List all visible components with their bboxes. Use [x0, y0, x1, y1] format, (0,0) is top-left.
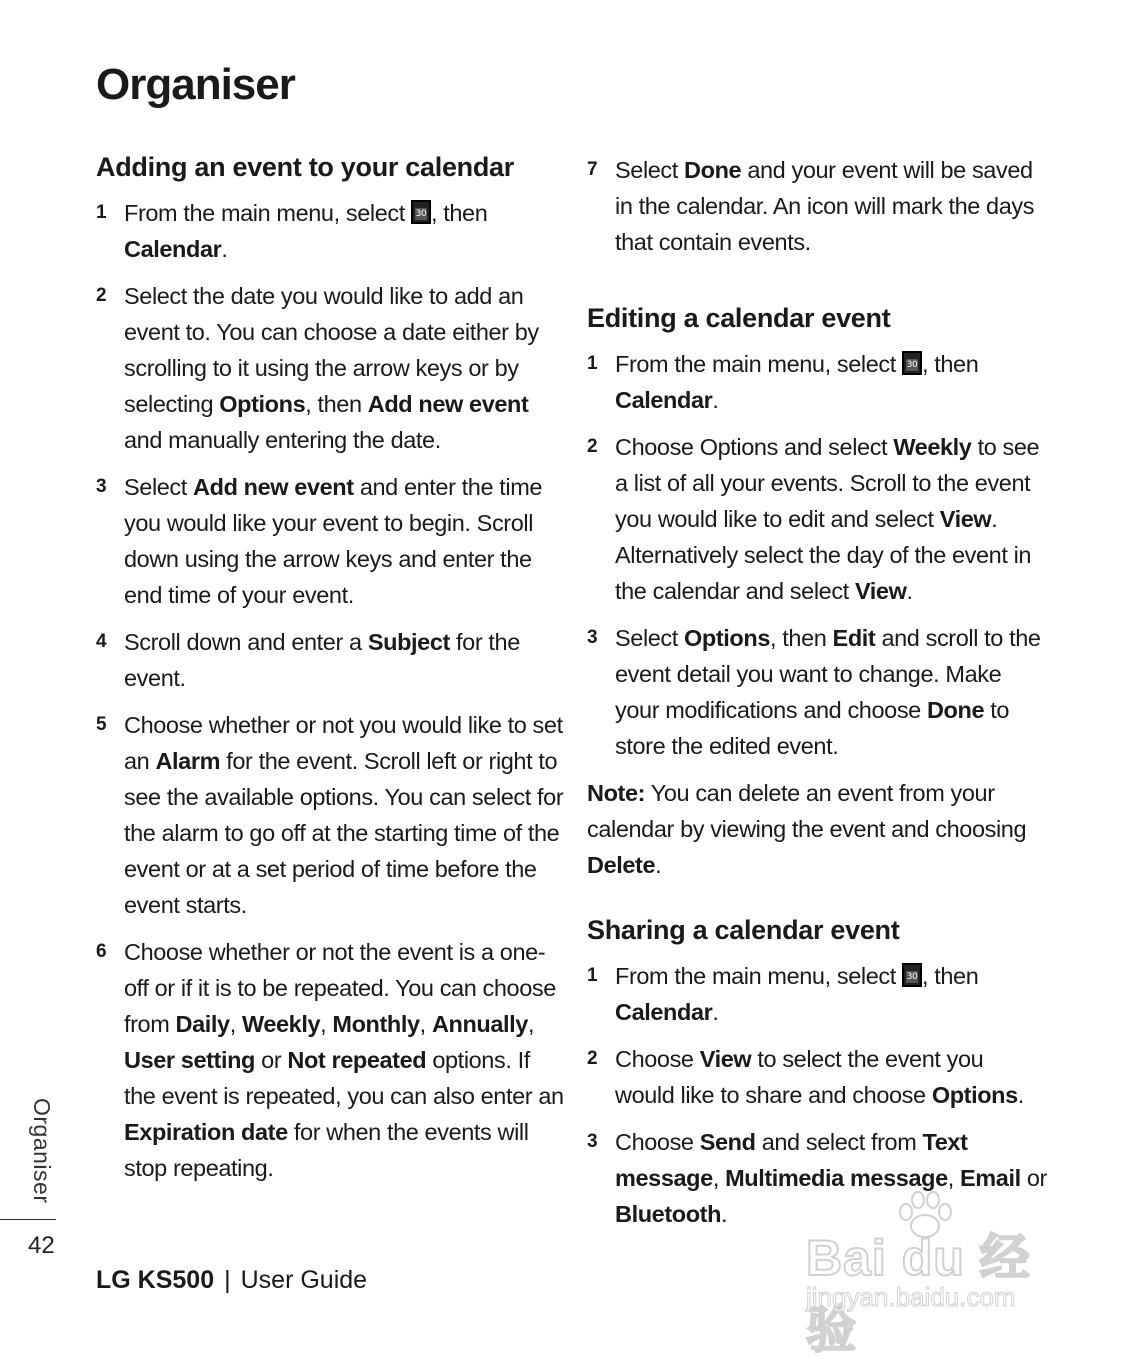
list-item [587, 152, 1047, 260]
list-item [96, 469, 566, 613]
step-text: Choose Options and select Weekly to see a list of all your events. Scroll to the event you would like to edit and select View. Alternatively select the day of the event in the calendar and select View. [615, 434, 1040, 604]
editing-note: Note: You can delete an event from your calendar by viewing the event and choosing Delete. [587, 780, 1027, 878]
step-text: Choose whether or not the event is a one-off or if it is to be repeated. You can choose from Daily, Weekly, Monthly, Annually, User setting or Not repeated options. If the event is repeated, you can also enter an Expiration date for when the events will stop repeating. [124, 939, 564, 1181]
step-number: 1 [587, 965, 598, 986]
step-text: Scroll down and enter a Subject for the event. [124, 629, 520, 691]
list-item [96, 278, 566, 458]
list-item [96, 707, 566, 923]
list-item [96, 934, 566, 1186]
section-heading-sharing: Sharing a calendar event [587, 915, 900, 945]
calendar-icon: 30 [902, 963, 922, 987]
list-item [587, 620, 1047, 764]
side-divider [0, 1219, 56, 1220]
footer-separator: | [224, 1266, 231, 1294]
list-item [587, 346, 1047, 418]
step-text: Choose View to select the event you would like to share and choose Options. [615, 1046, 1024, 1108]
step-number: 2 [587, 436, 598, 457]
step-text: Choose Send and select from Text message, Multimedia message, Email or Bluetooth. [615, 1129, 1047, 1227]
page-number: 42 [28, 1232, 55, 1259]
side-section-label: Organiser [29, 1098, 55, 1204]
step-number: 3 [587, 1131, 598, 1152]
step-text: From the main menu, select 30 , then Calendar. [124, 200, 488, 262]
footer-brand: LG KS500 [96, 1266, 215, 1294]
editing-steps-list [587, 346, 1047, 764]
step-text: From the main menu, select 30 , then Calendar. [615, 963, 979, 1025]
watermark-main: Bai du 经验 [806, 1230, 1031, 1358]
step-number: 5 [96, 714, 107, 735]
footer-text: User Guide [240, 1266, 368, 1294]
list-item [96, 195, 566, 267]
left-column [96, 152, 566, 1197]
step-number: 6 [96, 941, 107, 962]
list-item [587, 429, 1047, 609]
step-number: 3 [587, 627, 598, 648]
step-number: 7 [587, 159, 598, 180]
step-number: 3 [96, 476, 107, 497]
watermark [800, 1190, 1070, 1358]
right-column [587, 152, 1047, 1243]
step-text: Select Done and your event will be saved in the calendar. An icon will mark the days that contain events. [615, 157, 1035, 255]
calendar-icon: 30 [902, 351, 922, 375]
step-number: 2 [96, 285, 107, 306]
footer [96, 1266, 367, 1295]
adding-steps-list-continued [587, 152, 1047, 260]
adding-steps-list [96, 195, 566, 1186]
step-number: 1 [96, 202, 107, 223]
step-number: 2 [587, 1048, 598, 1069]
step-text: Choose whether or not you would like to set an Alarm for the event. Scroll left or right to see the available options. You can select for the alarm to go off at the starting time of the event or at a set period of time before the event starts. [124, 712, 564, 918]
step-text: From the main menu, select 30 , then Calendar. [615, 351, 979, 413]
step-number: 1 [587, 353, 598, 374]
section-heading-editing: Editing a calendar event [587, 303, 891, 333]
watermark-url: jingyan.baidu.com [806, 1282, 1016, 1312]
page-title: Organiser [96, 60, 295, 109]
step-text: Select Options, then Edit and scroll to the event detail you want to change. Make your modifications and choose Done to store the edited event. [615, 625, 1041, 759]
step-text: Select the date you would like to add an event to. You can choose a date either by scrolling to it using the arrow keys or by selecting Options, then Add new event and manually entering the date. [124, 283, 539, 453]
list-item [587, 958, 1047, 1030]
step-number: 4 [96, 631, 107, 652]
step-text: Select Add new event and enter the time you would like your event to begin. Scroll down using the arrow keys and enter the end time of your event. [124, 474, 543, 608]
section-heading-adding: Adding an event to your calendar [96, 152, 514, 182]
calendar-icon: 30 [411, 200, 431, 224]
list-item [96, 624, 566, 696]
list-item [587, 1041, 1047, 1113]
